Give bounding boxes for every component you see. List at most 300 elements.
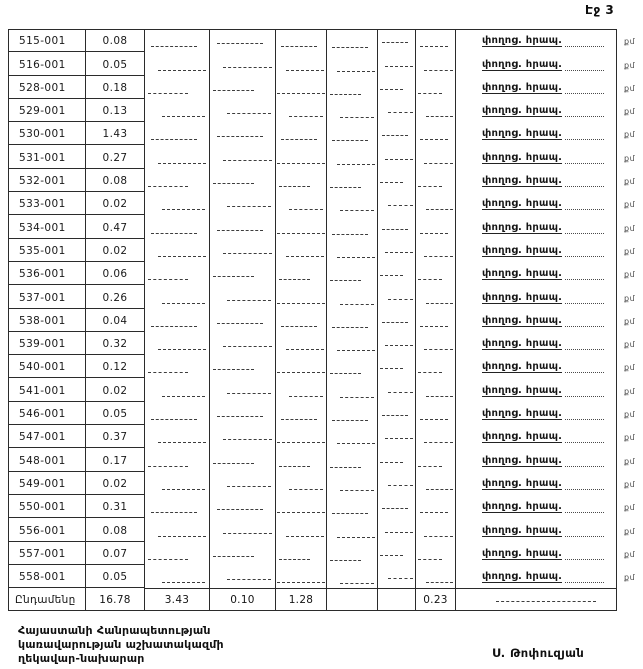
issuer-line: ղեկավար-նախարար — [18, 652, 145, 665]
dashed-line — [420, 46, 448, 47]
empty-cell — [275, 215, 326, 238]
parcel-code-cell — [8, 378, 85, 401]
dashed-line — [332, 513, 368, 514]
empty-cell — [144, 309, 209, 332]
unit-label: քմ — [624, 223, 636, 233]
dashed-line — [380, 275, 403, 276]
unit-label: քմ — [624, 386, 636, 396]
empty-cell — [209, 518, 275, 541]
dashed-line — [151, 233, 197, 234]
dashed-line — [279, 186, 310, 187]
dashed-line — [151, 419, 197, 420]
unit-cell — [617, 52, 643, 75]
unit-label: քմ — [624, 177, 636, 187]
empty-cell — [377, 52, 415, 75]
empty-cell — [144, 285, 209, 308]
total-value: 16.78 — [99, 594, 131, 607]
unit-cell — [617, 192, 643, 215]
unit-label: քմ — [624, 479, 636, 489]
empty-cell — [326, 355, 377, 378]
empty-cell — [209, 285, 275, 308]
dashed-line — [385, 345, 413, 346]
land-use-cell — [455, 285, 617, 308]
empty-cell — [275, 355, 326, 378]
empty-cell — [275, 239, 326, 262]
dashed-line — [330, 187, 361, 188]
dotted-leader — [565, 442, 604, 443]
unit-label: քմ — [624, 316, 636, 326]
empty-cell — [275, 309, 326, 332]
dashed-line — [227, 393, 271, 394]
empty-cell — [209, 542, 275, 565]
total-value-cell — [144, 588, 209, 611]
empty-cell — [415, 29, 455, 52]
empty-cell — [326, 518, 377, 541]
table-row — [8, 262, 643, 285]
dashed-line — [223, 346, 272, 347]
dotted-leader — [565, 116, 604, 117]
land-use-label: փողոց. հրապ. — [482, 361, 563, 373]
unit-cell — [617, 169, 643, 192]
land-use-label: փողոց. հրապ. — [482, 524, 563, 536]
unit-label: քմ — [624, 526, 636, 536]
parcel-code: 531-001 — [19, 151, 66, 164]
dashed-line — [151, 46, 197, 47]
empty-cell — [415, 122, 455, 145]
dashed-line — [148, 559, 188, 560]
unit-label: քմ — [624, 246, 636, 256]
issuer-block — [18, 624, 224, 666]
empty-cell — [377, 355, 415, 378]
dashed-line — [382, 229, 409, 230]
land-use-cell — [455, 565, 617, 588]
table-row — [8, 448, 643, 471]
empty-cell — [144, 239, 209, 262]
land-use-label: փողոց. հրապ. — [482, 431, 563, 443]
empty-cell — [377, 309, 415, 332]
empty-cell — [377, 262, 415, 285]
area-value-cell — [85, 402, 144, 425]
empty-cell — [377, 169, 415, 192]
parcel-code: 538-001 — [19, 314, 66, 327]
area-value: 0.02 — [102, 244, 128, 257]
table-row — [8, 402, 643, 425]
empty-cell — [275, 285, 326, 308]
land-use-cell — [455, 122, 617, 145]
empty-cell — [377, 448, 415, 471]
dashed-line — [330, 560, 361, 561]
parcel-code-cell — [8, 52, 85, 75]
area-value-cell — [85, 425, 144, 448]
empty-cell — [377, 285, 415, 308]
dotted-leader — [565, 512, 604, 513]
empty-cell — [209, 99, 275, 122]
empty-cell — [275, 145, 326, 168]
parcel-code: 534-001 — [19, 221, 66, 234]
empty-cell — [275, 99, 326, 122]
empty-cell — [275, 542, 326, 565]
empty-cell — [415, 192, 455, 215]
dashed-line — [223, 253, 272, 254]
area-value: 0.26 — [102, 291, 128, 304]
empty-cell — [326, 169, 377, 192]
unit-label: քմ — [624, 340, 636, 350]
empty-cell — [209, 565, 275, 588]
area-value-cell — [85, 565, 144, 588]
unit-cell — [617, 332, 643, 355]
unit-label: քմ — [624, 573, 636, 583]
dashed-line — [162, 396, 206, 397]
dashed-line — [289, 489, 323, 490]
parcel-code-cell — [8, 262, 85, 285]
dashed-line — [382, 508, 409, 509]
empty-cell — [275, 448, 326, 471]
area-value-cell — [85, 332, 144, 355]
dashed-line — [426, 582, 453, 583]
unit-label: քմ — [624, 130, 636, 140]
dashed-line — [337, 164, 375, 165]
parcel-code: 549-001 — [19, 477, 66, 490]
dashed-line — [148, 186, 188, 187]
unit-cell — [617, 29, 643, 52]
dashed-line — [227, 206, 271, 207]
table-row — [8, 495, 643, 518]
land-use-cell — [455, 355, 617, 378]
land-use-label: փողոց. հրապ. — [482, 221, 563, 233]
parcel-code: 533-001 — [19, 198, 66, 211]
empty-cell — [275, 169, 326, 192]
dashed-line — [385, 66, 413, 67]
land-use-cell — [455, 76, 617, 99]
table-row — [8, 355, 643, 378]
dashed-line — [162, 209, 206, 210]
empty-cell — [415, 495, 455, 518]
table-row — [8, 332, 643, 355]
empty-cell — [377, 192, 415, 215]
dashed-line — [227, 579, 271, 580]
dotted-leader — [565, 326, 604, 327]
unit-label: քմ — [624, 293, 636, 303]
dashed-line — [158, 536, 206, 537]
empty-cell — [415, 565, 455, 588]
dotted-leader — [565, 536, 604, 537]
dashed-line — [277, 93, 325, 94]
dashed-line — [286, 536, 324, 537]
dashed-line — [426, 489, 453, 490]
area-value: 0.06 — [102, 268, 128, 281]
land-use-cell — [455, 239, 617, 262]
empty-cell — [377, 332, 415, 355]
parcel-code: 515-001 — [19, 35, 66, 48]
table-row — [8, 425, 643, 448]
empty-cell — [209, 76, 275, 99]
dashed-line — [277, 233, 325, 234]
empty-cell — [144, 472, 209, 495]
empty-cell — [144, 52, 209, 75]
land-use-label: փողոց. հրապ. — [482, 501, 563, 513]
unit-label: քմ — [624, 60, 636, 70]
dashed-line — [332, 420, 368, 421]
parcel-code: 557-001 — [19, 547, 66, 560]
empty-cell — [275, 425, 326, 448]
parcel-code-cell — [8, 285, 85, 308]
empty-cell — [415, 239, 455, 262]
dashed-line — [337, 350, 375, 351]
empty-cell — [377, 472, 415, 495]
dashed-line — [332, 327, 368, 328]
unit-cell — [617, 378, 643, 401]
table-row — [8, 472, 643, 495]
dashed-line — [277, 582, 325, 583]
unit-label: քմ — [624, 200, 636, 210]
issuer-line: կառավարության աշխատակազմի — [18, 638, 224, 651]
dashed-line — [418, 93, 442, 94]
dashed-line — [162, 116, 206, 117]
empty-cell — [415, 355, 455, 378]
unit-cell — [617, 99, 643, 122]
dashed-line — [213, 90, 253, 91]
empty-cell — [415, 425, 455, 448]
land-use-cell — [455, 472, 617, 495]
dashed-line — [426, 396, 453, 397]
land-use-label: փողոց. հրապ. — [482, 268, 563, 280]
total-value: 0.23 — [423, 594, 448, 607]
dashed-line — [158, 256, 206, 257]
table-row — [8, 565, 643, 588]
total-value: 3.43 — [164, 594, 190, 607]
parcel-code-cell — [8, 76, 85, 99]
unit-cell — [617, 402, 643, 425]
empty-cell — [415, 145, 455, 168]
dashed-line — [382, 322, 409, 323]
dashed-line — [340, 210, 374, 211]
dashed-line — [340, 583, 374, 584]
dashed-line — [424, 163, 453, 164]
dashed-line — [148, 466, 188, 467]
land-use-label: փողոց. հրապ. — [482, 384, 563, 396]
dashed-line — [151, 512, 197, 513]
area-value: 0.02 — [102, 477, 128, 490]
dotted-leader — [565, 256, 604, 257]
dashed-line — [330, 94, 361, 95]
table-row — [8, 542, 643, 565]
empty-cell — [209, 215, 275, 238]
total-value-cell — [377, 588, 415, 611]
unit-label: քմ — [624, 153, 636, 163]
empty-cell — [415, 472, 455, 495]
unit-cell — [617, 425, 643, 448]
dashed-line — [279, 559, 310, 560]
table-row — [8, 145, 643, 168]
land-use-label: փողոց. հրապ. — [482, 314, 563, 326]
dashed-line — [420, 233, 448, 234]
empty-cell — [377, 145, 415, 168]
area-value: 0.31 — [102, 501, 128, 514]
area-value: 0.37 — [102, 431, 128, 444]
empty-cell — [377, 239, 415, 262]
dashed-line — [289, 209, 323, 210]
empty-cell — [326, 472, 377, 495]
parcel-code-cell — [8, 425, 85, 448]
empty-cell — [377, 518, 415, 541]
dashed-line — [213, 183, 253, 184]
dotted-leader — [565, 186, 604, 187]
area-value: 0.18 — [102, 81, 128, 94]
dashed-line — [148, 372, 188, 373]
empty-cell — [144, 122, 209, 145]
parcel-code-cell — [8, 472, 85, 495]
land-use-cell — [455, 542, 617, 565]
empty-cell — [377, 99, 415, 122]
empty-cell — [209, 309, 275, 332]
land-use-cell — [455, 518, 617, 541]
total-label-cell — [8, 588, 85, 611]
unit-label: քմ — [624, 433, 636, 443]
dashed-line — [281, 419, 317, 420]
empty-cell — [275, 332, 326, 355]
empty-cell — [326, 495, 377, 518]
empty-cell — [275, 472, 326, 495]
unit-cell — [617, 565, 643, 588]
table-row — [8, 285, 643, 308]
dotted-leader — [565, 419, 604, 420]
parcel-code-cell — [8, 169, 85, 192]
land-use-label: փողոց. հրապ. — [482, 81, 563, 93]
parcel-code: 535-001 — [19, 244, 66, 257]
land-use-cell — [455, 332, 617, 355]
empty-cell — [326, 192, 377, 215]
dashed-line — [385, 532, 413, 533]
land-parcel-table — [8, 29, 643, 611]
dashed-line — [418, 186, 442, 187]
dashed-line — [217, 509, 264, 510]
table-row — [8, 29, 643, 52]
area-value-cell — [85, 145, 144, 168]
empty-cell — [144, 402, 209, 425]
empty-cell — [209, 52, 275, 75]
dashed-line — [332, 140, 368, 141]
dotted-leader — [565, 139, 604, 140]
unit-cell — [617, 145, 643, 168]
dashed-line — [330, 280, 361, 281]
area-value: 0.08 — [102, 35, 128, 48]
empty-cell — [209, 262, 275, 285]
dashed-line — [158, 442, 206, 443]
land-use-label: փողոց. հրապ. — [482, 105, 563, 117]
dashed-line — [158, 70, 206, 71]
dashed-line — [286, 70, 324, 71]
empty-cell — [209, 29, 275, 52]
issuer-line: Հայաստանի Հանրապետության — [18, 624, 211, 637]
dashed-line — [337, 257, 375, 258]
empty-cell — [415, 448, 455, 471]
land-use-label: փողոց. հրապ. — [482, 408, 563, 420]
parcel-code-cell — [8, 448, 85, 471]
empty-cell — [415, 402, 455, 425]
area-value-cell — [85, 99, 144, 122]
area-value: 0.32 — [102, 338, 128, 351]
parcel-code: 556-001 — [19, 524, 66, 537]
land-use-cell — [455, 215, 617, 238]
dotted-leader — [565, 46, 604, 47]
table-row — [8, 378, 643, 401]
empty-cell — [326, 122, 377, 145]
unit-cell — [617, 262, 643, 285]
dashed-line — [388, 578, 413, 579]
empty-cell — [377, 122, 415, 145]
area-value: 0.07 — [102, 547, 128, 560]
dashed-line — [385, 252, 413, 253]
empty-cell — [377, 378, 415, 401]
land-use-label: փողոց. հրապ. — [482, 151, 563, 163]
total-value-cell — [209, 588, 275, 611]
empty-cell — [326, 215, 377, 238]
empty-cell — [377, 402, 415, 425]
dashed-line — [223, 533, 272, 534]
area-value: 0.12 — [102, 361, 128, 374]
dashed-line — [227, 300, 271, 301]
table-row — [8, 52, 643, 75]
dotted-leader — [565, 209, 604, 210]
empty-cell — [275, 122, 326, 145]
empty-cell — [209, 192, 275, 215]
land-use-cell — [455, 29, 617, 52]
parcel-code-cell — [8, 565, 85, 588]
empty-cell — [144, 542, 209, 565]
total-description-cell — [455, 588, 617, 611]
empty-cell — [326, 262, 377, 285]
dashed-line — [277, 512, 325, 513]
unit-label: քմ — [624, 83, 636, 93]
dashed-line — [337, 443, 375, 444]
dashed-line — [424, 442, 453, 443]
area-value-cell — [85, 448, 144, 471]
dashed-line — [337, 537, 375, 538]
dashed-line — [213, 276, 253, 277]
empty-cell — [415, 285, 455, 308]
dashed-line — [426, 209, 453, 210]
area-value: 0.17 — [102, 454, 128, 467]
dashed-line — [382, 42, 409, 43]
dotted-leader — [565, 582, 604, 583]
land-use-label: փողոց. հրապ. — [482, 291, 563, 303]
empty-cell — [144, 518, 209, 541]
empty-cell — [144, 99, 209, 122]
empty-cell — [209, 472, 275, 495]
unit-label: քմ — [624, 410, 636, 420]
unit-label: քմ — [624, 107, 636, 117]
dashed-line — [213, 463, 253, 464]
signature-name: Ս. Թոփուզյան — [492, 646, 585, 660]
dotted-leader — [565, 279, 604, 280]
dashed-line — [382, 415, 409, 416]
unit-cell — [617, 542, 643, 565]
empty-cell — [377, 425, 415, 448]
dotted-leader — [565, 93, 604, 94]
empty-cell — [275, 262, 326, 285]
dashed-line — [217, 43, 264, 44]
dashed-line — [223, 160, 272, 161]
area-value: 0.02 — [102, 198, 128, 211]
dashed-line — [279, 279, 310, 280]
dotted-leader — [565, 233, 604, 234]
dotted-leader — [565, 70, 604, 71]
total-value: 0.10 — [230, 594, 255, 607]
empty-cell — [275, 378, 326, 401]
dotted-leader — [565, 559, 604, 560]
dashed-line — [426, 116, 453, 117]
empty-cell — [326, 378, 377, 401]
